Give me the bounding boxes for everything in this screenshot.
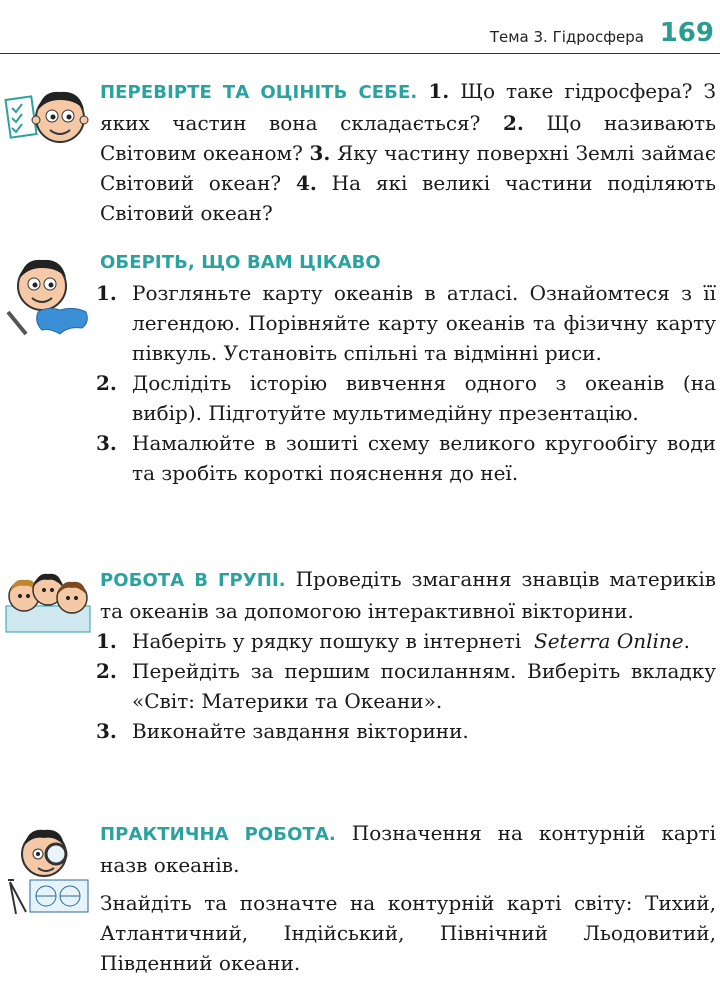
question-2: Що називають Світовим океаном? [100,111,717,165]
group-heading: РОБОТА В ГРУПІ. [100,570,286,591]
list-item [96,428,716,488]
header-divider [0,53,720,54]
practical-title-text: Позначення на контурній карті назв океанів. [100,821,717,877]
group-text [96,564,717,746]
choose-text [96,248,716,488]
practical-heading: ПРАКТИЧНА РОБОТА. [100,824,336,845]
list-item-number: 3. [96,719,117,743]
header-topic: Тема 3. Гідросфера [489,28,644,46]
practical-text [100,818,716,978]
question-2-number: 2. [503,111,524,135]
question-4-number: 4. [295,171,317,195]
page-number: 169 [659,18,714,48]
boy-with-checklist-icon [2,80,94,164]
question-3-number: 3. [309,141,331,165]
list-item-text: Розгляньте карту океанів в атласі. Ознайомтеся з її легендою. Порівняйте карту океанів та фізичну карту півкуль. Установіть спільні та відмінні риси. [132,281,716,365]
question-3: Яку частину поверхні Землі займає Світовий океан? [100,141,717,195]
seterra-online-name: Seterra Online [534,629,684,653]
group-of-children-icon [2,566,94,640]
question-4: На які великі частини поділяють Світовий океан? [100,171,716,225]
boy-with-ukraine-map-icon [2,252,94,342]
list-item-text: Перейдіть за першим посиланням. Виберіть вкладку «Світ: Материки та Океани». [132,659,716,713]
group-intro [100,564,716,626]
self-check-text [100,76,716,228]
list-item [96,368,716,428]
list-item-text: Наберіть у рядку пошуку в інтернеті [132,629,522,653]
group-list [96,626,716,746]
list-item-number: 2. [96,659,117,683]
practical-body: Знайдіть та позначте на контурній карті світу: Тихий, Атлантичний, Індійський, Північний Льодовитий, Південний океани. [100,891,716,975]
choose-list [96,278,716,488]
self-check-heading: ПЕРЕВІРТЕ ТА ОЦІНІТЬ СЕБЕ. [100,82,418,103]
list-item [96,716,716,746]
list-item [96,278,716,368]
list-item-number: 2. [96,371,117,395]
list-item-number: 1. [96,629,117,653]
list-item-text: Дослідіть історію вивчення одного з океанів (на вибір). Підготуйте мультимедійну презентацію. [132,371,716,425]
question-1-number: 1. [428,79,450,103]
list-item: 1. Наберіть у рядку пошуку в інтернеті Seterra Online. [96,626,716,656]
list-item-number: 1. [96,281,117,305]
boy-with-magnifier-and-compass-icon [2,824,94,920]
practical-title [100,818,716,880]
list-item-text: Намалюйте в зошиті схему великого кругообігу води та зробіть короткі пояснення до неї. [132,431,716,485]
group-intro-text: Проведіть змагання знавців материків та океанів за допомогою інтерактивної вікторини. [100,567,717,623]
page-header [0,0,720,56]
list-item-number: 3. [96,431,117,455]
list-item-text: Виконайте завдання вікторини. [132,719,469,743]
list-item [96,656,716,716]
choose-heading: ОБЕРІТЬ, ЩО ВАМ ЦІКАВО [100,252,381,273]
question-1: Що таке гідросфера? З яких частин вона складається? [100,79,716,135]
